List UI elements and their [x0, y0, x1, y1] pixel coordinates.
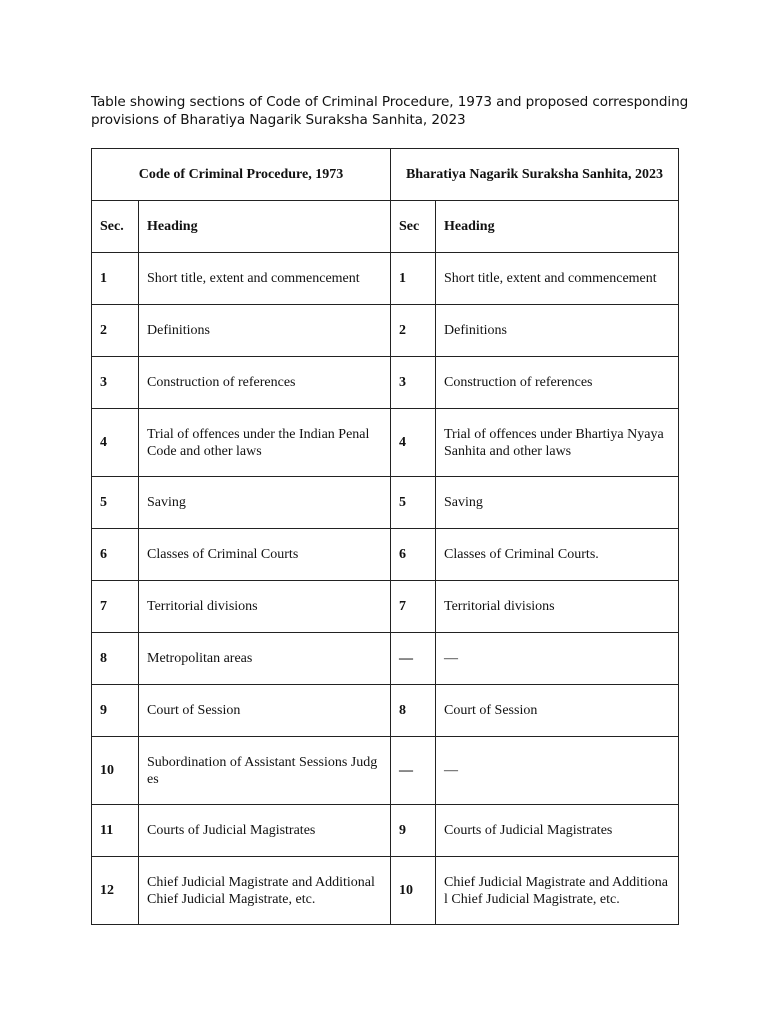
crpc-sec-cell: 1	[92, 253, 139, 305]
bnss-heading-cell: Saving	[436, 477, 679, 529]
crpc-sec-cell: 11	[92, 805, 139, 857]
crpc-heading-cell: Court of Session	[139, 685, 391, 737]
table-group-header-row	[92, 149, 679, 201]
crpc-sec-cell: 12	[92, 857, 139, 925]
crpc-heading-cell: Saving	[139, 477, 391, 529]
bnss-heading-cell: —	[436, 737, 679, 805]
bnss-sec-cell: 6	[391, 529, 436, 581]
bnss-heading-cell: Construction of references	[436, 357, 679, 409]
crpc-heading-cell: Short title, extent and commencement	[139, 253, 391, 305]
crpc-heading-cell: Courts of Judicial Magistrates	[139, 805, 391, 857]
crpc-heading-cell: Trial of offences under the Indian Penal Code and other laws	[139, 409, 391, 477]
bnss-heading-cell: Classes of Criminal Courts.	[436, 529, 679, 581]
bnss-group-header: Bharatiya Nagarik Suraksha Sanhita, 2023	[391, 149, 679, 201]
table-row	[92, 857, 679, 925]
bnss-sec-cell: 2	[391, 305, 436, 357]
bnss-sec-cell: 8	[391, 685, 436, 737]
bnss-sec-header: Sec	[391, 201, 436, 253]
crpc-sec-cell: 10	[92, 737, 139, 805]
crpc-heading-cell: Chief Judicial Magistrate and Additional Chief Judicial Magistrate, etc.	[139, 857, 391, 925]
table-row	[92, 253, 679, 305]
crpc-sec-cell: 7	[92, 581, 139, 633]
crpc-sec-cell: 6	[92, 529, 139, 581]
bnss-heading-cell: Trial of offences under Bhartiya Nyaya Sanhita and other laws	[436, 409, 679, 477]
crpc-heading-cell: Territorial divisions	[139, 581, 391, 633]
table-row	[92, 737, 679, 805]
crpc-heading-cell: Definitions	[139, 305, 391, 357]
bnss-heading-cell: Chief Judicial Magistrate and Additional Chief Judicial Magistrate, etc.	[436, 857, 679, 925]
crpc-heading-header: Heading	[139, 201, 391, 253]
table-row	[92, 529, 679, 581]
table-row	[92, 409, 679, 477]
bnss-sec-cell: 3	[391, 357, 436, 409]
comparison-table	[91, 148, 679, 925]
table-row	[92, 633, 679, 685]
crpc-sec-header: Sec.	[92, 201, 139, 253]
table-row	[92, 805, 679, 857]
bnss-sec-cell: —	[391, 737, 436, 805]
bnss-heading-cell: Courts of Judicial Magistrates	[436, 805, 679, 857]
bnss-heading-header: Heading	[436, 201, 679, 253]
crpc-sec-cell: 9	[92, 685, 139, 737]
crpc-heading-cell: Classes of Criminal Courts	[139, 529, 391, 581]
bnss-sec-cell: 10	[391, 857, 436, 925]
bnss-heading-cell: —	[436, 633, 679, 685]
bnss-sec-cell: —	[391, 633, 436, 685]
bnss-heading-cell: Territorial divisions	[436, 581, 679, 633]
table-row	[92, 305, 679, 357]
crpc-sec-cell: 2	[92, 305, 139, 357]
table-caption: Table showing sections of Code of Criminal Procedure, 1973 and proposed corresponding provisions of Bharatiya Nagarik Suraksha Sanhita, 2023	[91, 94, 689, 128]
crpc-sec-cell: 8	[92, 633, 139, 685]
bnss-sec-cell: 1	[391, 253, 436, 305]
table-row	[92, 477, 679, 529]
crpc-sec-cell: 4	[92, 409, 139, 477]
crpc-heading-cell: Metropolitan areas	[139, 633, 391, 685]
bnss-heading-cell: Court of Session	[436, 685, 679, 737]
crpc-sec-cell: 5	[92, 477, 139, 529]
table-row	[92, 357, 679, 409]
table-row	[92, 685, 679, 737]
table-row	[92, 581, 679, 633]
bnss-sec-cell: 5	[391, 477, 436, 529]
bnss-sec-cell: 4	[391, 409, 436, 477]
bnss-heading-cell: Short title, extent and commencement	[436, 253, 679, 305]
crpc-group-header: Code of Criminal Procedure, 1973	[92, 149, 391, 201]
bnss-heading-cell: Definitions	[436, 305, 679, 357]
crpc-heading-cell: Construction of references	[139, 357, 391, 409]
bnss-sec-cell: 7	[391, 581, 436, 633]
crpc-sec-cell: 3	[92, 357, 139, 409]
bnss-sec-cell: 9	[391, 805, 436, 857]
table-column-header-row	[92, 201, 679, 253]
crpc-heading-cell: Subordination of Assistant Sessions Judges	[139, 737, 391, 805]
